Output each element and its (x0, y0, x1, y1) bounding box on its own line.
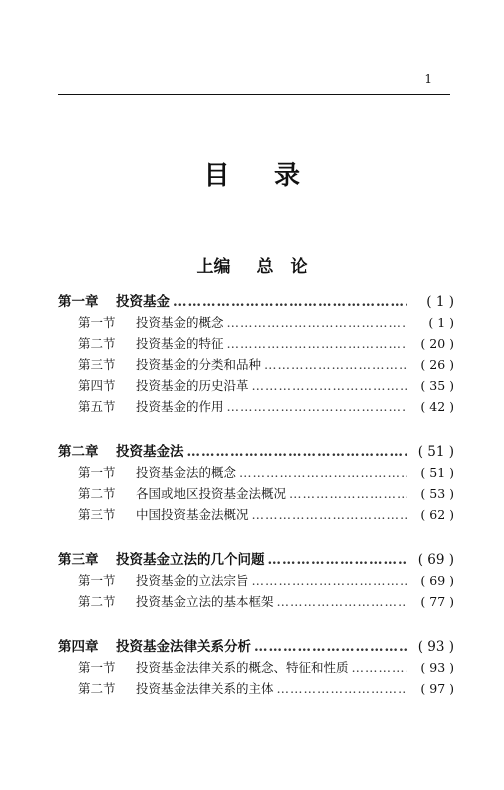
chapter-4 (58, 635, 454, 700)
chapter-number: 第二章 (58, 444, 99, 460)
section-number: 第一节 (78, 465, 116, 480)
chapter-title: 投资基金法律关系分析 (116, 639, 251, 655)
page-ref: ( 1 ) (428, 315, 454, 330)
dot-leader (239, 465, 407, 480)
dot-leader (277, 681, 407, 696)
dot-leader (352, 660, 407, 675)
part-title (0, 252, 504, 277)
chapter-entry[interactable] (58, 290, 454, 313)
chapter-title: 投资基金 (116, 294, 170, 310)
chapter-entry[interactable] (58, 548, 454, 571)
section-entry[interactable] (58, 484, 454, 505)
section-number: 第五节 (78, 399, 116, 414)
section-entry[interactable] (58, 397, 454, 418)
dot-leader (227, 315, 407, 330)
dot-leader (252, 573, 407, 588)
dot-leader (173, 294, 407, 310)
chapter-title: 投资基金法 (116, 444, 184, 460)
section-title: 投资基金法律关系的概念、特征和性质 (136, 660, 349, 675)
section-number: 第一节 (78, 660, 116, 675)
section-entry[interactable] (58, 313, 454, 334)
section-entry[interactable] (58, 355, 454, 376)
section-title: 投资基金的历史沿革 (136, 378, 249, 393)
header-rule (58, 94, 450, 95)
page-ref: ( 35 ) (420, 378, 454, 393)
section-entry[interactable] (58, 592, 454, 613)
dot-leader (277, 594, 407, 609)
page-number: 1 (424, 72, 432, 86)
section-title: 投资基金的分类和品种 (136, 357, 262, 372)
part-title-left: 上编 (196, 257, 231, 277)
toc-title (0, 155, 504, 192)
section-title: 投资基金立法的基本框架 (136, 594, 274, 609)
page-ref: ( 20 ) (420, 336, 454, 351)
dot-leader (252, 507, 407, 522)
chapter-number: 第三章 (58, 552, 99, 568)
dot-leader (289, 486, 407, 501)
dot-leader (227, 336, 407, 351)
dot-leader (227, 399, 407, 414)
section-entry[interactable] (58, 334, 454, 355)
section-entry[interactable] (58, 505, 454, 526)
section-title: 投资基金法律关系的主体 (136, 681, 274, 696)
section-number: 第一节 (78, 573, 116, 588)
chapter-title: 投资基金立法的几个问题 (116, 552, 265, 568)
table-of-contents (58, 290, 454, 722)
section-entry[interactable] (58, 376, 454, 397)
dot-leader (264, 357, 407, 372)
section-entry[interactable] (58, 463, 454, 484)
part-title-right: 总 论 (256, 257, 308, 277)
section-number: 第二节 (78, 336, 116, 351)
section-title: 投资基金法的概念 (136, 465, 237, 480)
section-number: 第二节 (78, 486, 116, 501)
chapter-entry[interactable] (58, 635, 454, 658)
dot-leader (252, 378, 407, 393)
section-number: 第一节 (78, 315, 116, 330)
chapter-3 (58, 548, 454, 613)
dot-leader (268, 552, 408, 568)
toc-title-right: 录 (274, 161, 301, 191)
section-title: 中国投资基金法概况 (136, 507, 249, 522)
page-ref: ( 51 ) (420, 465, 454, 480)
page-ref: ( 53 ) (420, 486, 454, 501)
section-number: 第四节 (78, 378, 116, 393)
page-ref: ( 26 ) (420, 357, 454, 372)
section-title: 各国或地区投资基金法概况 (136, 486, 287, 501)
section-title: 投资基金的作用 (136, 399, 224, 414)
page-ref: ( 93 ) (417, 639, 454, 655)
section-number: 第三节 (78, 507, 116, 522)
toc-title-left: 目 (203, 161, 230, 191)
chapter-1 (58, 290, 454, 418)
chapter-entry[interactable] (58, 440, 454, 463)
section-title: 投资基金的特征 (136, 336, 224, 351)
page-ref: ( 69 ) (420, 573, 454, 588)
section-number: 第二节 (78, 594, 116, 609)
page-ref: ( 42 ) (420, 399, 454, 414)
page-ref: ( 93 ) (420, 660, 454, 675)
section-title: 投资基金的概念 (136, 315, 224, 330)
chapter-number: 第四章 (58, 639, 99, 655)
page-ref: ( 77 ) (420, 594, 454, 609)
section-entry[interactable] (58, 679, 454, 700)
dot-leader (254, 639, 407, 655)
section-title: 投资基金的立法宗旨 (136, 573, 249, 588)
page-ref: ( 62 ) (420, 507, 454, 522)
page-ref: ( 69 ) (417, 552, 454, 568)
section-number: 第三节 (78, 357, 116, 372)
section-entry[interactable] (58, 658, 454, 679)
page-ref: ( 97 ) (420, 681, 454, 696)
section-number: 第二节 (78, 681, 116, 696)
section-entry[interactable] (58, 571, 454, 592)
dot-leader (187, 444, 408, 460)
page-ref: ( 1 ) (426, 294, 454, 310)
chapter-number: 第一章 (58, 294, 99, 310)
page-ref: ( 51 ) (417, 444, 454, 460)
chapter-2 (58, 440, 454, 526)
